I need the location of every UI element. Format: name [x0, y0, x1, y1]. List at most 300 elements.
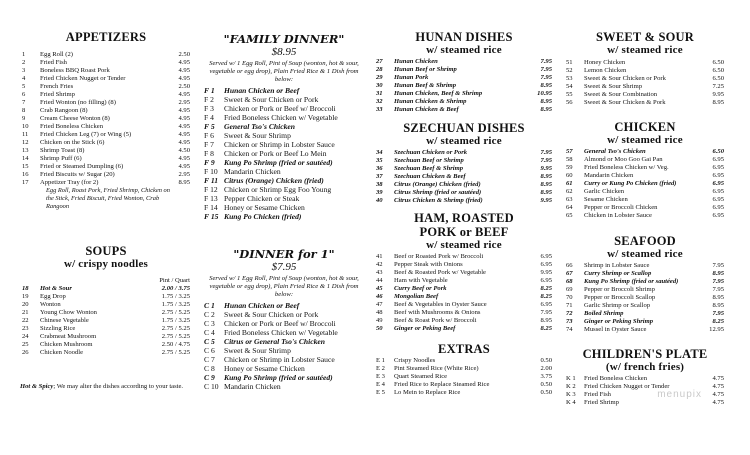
- szechuan-subtitle: w/ steamed rice: [426, 135, 502, 147]
- menu-item: [22, 75, 190, 83]
- item-price: 4.75: [712, 391, 724, 398]
- menu-item: [204, 167, 364, 176]
- item-number: 34: [376, 149, 383, 156]
- appetizers-title: APPETIZERS: [65, 30, 147, 44]
- extras-list: [376, 357, 552, 397]
- menu-item: [22, 107, 190, 115]
- ham-title-line1: HAM, ROASTED: [414, 211, 514, 225]
- item-number: 9: [22, 115, 26, 122]
- seafood-subtitle: w/ steamed rice: [607, 248, 683, 260]
- menu-item: [376, 165, 552, 173]
- menu-item: [204, 113, 364, 122]
- item-number: K 3: [566, 391, 576, 398]
- item-number: 63: [566, 196, 573, 203]
- menu-item: [566, 83, 724, 91]
- chicken-subtitle: w/ steamed rice: [607, 134, 683, 146]
- item-name: Quart Steamed Rice: [394, 373, 448, 380]
- item-name: Pint Steamed Rice (White Rice): [394, 365, 479, 372]
- item-number: 73: [566, 318, 573, 325]
- item-name: Beef with Mushrooms & Onions: [394, 309, 481, 316]
- item-number: 11: [22, 131, 29, 138]
- family-dinner-note: Served w/ 1 Egg Roll, Pint of Soup (wonton, hot & sour, vegetable or egg drop), Plain Fried Rice & 1 Dish from below:: [209, 60, 359, 83]
- sweet-sour-list: [566, 59, 724, 107]
- item-name: Hunan Beef & Shrimp: [394, 82, 457, 89]
- menu-item: [566, 75, 724, 83]
- menu-item: [204, 194, 364, 203]
- item-number: 15: [22, 163, 29, 170]
- item-price: 7.95: [540, 66, 552, 73]
- item-number: F 12: [204, 185, 218, 194]
- item-name: Sweet & Sour Chicken & Pork: [584, 99, 666, 106]
- item-price: 8.95: [712, 302, 724, 309]
- item-name: French Fries: [40, 83, 74, 90]
- item-price: 2.50: [178, 83, 190, 90]
- item-price: 8.95: [540, 189, 552, 196]
- item-number: 22: [22, 317, 29, 325]
- menu-item: [22, 325, 190, 333]
- item-number: F 3: [204, 104, 214, 113]
- item-name: Appetizer Tray (for 2): [40, 179, 99, 186]
- menu-item: [376, 381, 552, 389]
- item-name: Fried Fish: [40, 59, 67, 66]
- item-name: Chicken in Lobster Sauce: [584, 212, 652, 219]
- item-name: Pepper or Broccoli Chicken: [584, 204, 658, 211]
- menu-item: [204, 149, 364, 158]
- item-price: 4.95: [178, 67, 190, 74]
- item-name: Hunan Chicken & Beef: [394, 106, 459, 113]
- item-price: 7.95: [712, 278, 724, 285]
- item-price: 7.95: [712, 286, 724, 293]
- item-price: 9.95: [540, 165, 552, 172]
- item-number: 39: [376, 189, 383, 196]
- chicken-title: CHICKEN: [614, 120, 676, 134]
- item-number: 32: [376, 98, 383, 105]
- item-number: F 7: [204, 140, 214, 149]
- item-name: Kung Po Shrimp (fried or sautéed): [224, 158, 333, 167]
- item-number: F 2: [204, 95, 214, 104]
- item-name: Fried Boneless Chicken w/ Vegetable: [224, 113, 338, 122]
- menu-item: [22, 301, 190, 309]
- item-name: Boiled Shrimp: [584, 310, 624, 317]
- item-number: 65: [566, 212, 573, 219]
- menu-item: [376, 149, 552, 157]
- item-number: 13: [22, 147, 29, 154]
- item-number: C 6: [204, 346, 215, 355]
- item-price: 1.75 / 3.25: [161, 317, 190, 325]
- menu-item: [204, 176, 364, 185]
- menu-item: [204, 131, 364, 140]
- menu-item: [376, 74, 552, 82]
- menu-item: [566, 91, 724, 99]
- item-number: 6: [22, 91, 26, 98]
- soups-subtitle: w/ crispy noodles: [63, 258, 149, 271]
- item-name: Citrus Shrimp (fried or sautéed): [394, 189, 482, 196]
- szechuan-title: SZECHUAN DISHES: [403, 121, 525, 135]
- item-number: 69: [566, 286, 573, 293]
- item-price: 8.95: [540, 106, 552, 113]
- item-number: 61: [566, 180, 573, 187]
- ham-subtitle: w/ steamed rice: [426, 239, 502, 251]
- item-name: Szechuan Chicken & Beef: [394, 173, 466, 180]
- item-name: Boneless BBQ Roast Pork: [40, 67, 110, 74]
- item-price: 1.75 / 3.25: [161, 301, 190, 309]
- item-number: 29: [376, 74, 383, 81]
- item-number: 64: [566, 204, 573, 211]
- item-number: 51: [566, 59, 573, 66]
- item-number: 59: [566, 164, 573, 171]
- item-price: 6.50: [712, 59, 724, 66]
- item-number: F 9: [204, 158, 215, 167]
- menu-item: [566, 286, 724, 294]
- item-name: Lo Mein to Replace Rice: [394, 389, 461, 396]
- item-number: 60: [566, 172, 573, 179]
- item-number: 8: [22, 107, 26, 114]
- menu-item: [566, 326, 724, 334]
- item-name: Hunan Chicken or Beef: [224, 86, 300, 95]
- item-number: 72: [566, 310, 573, 317]
- item-number: 54: [566, 83, 573, 90]
- menu-item: [204, 212, 364, 221]
- menu-item: [566, 212, 724, 220]
- item-number: F 8: [204, 149, 214, 158]
- item-price: 1.75 / 3.25: [161, 293, 190, 301]
- item-name: Shrimp Toast (8): [40, 147, 85, 154]
- menu-item: [376, 157, 552, 165]
- item-name: Curry or Kung Po Chicken (fried): [584, 180, 677, 187]
- column-appetizers-soups: [22, 0, 190, 391]
- item-price: 2.00: [540, 365, 552, 372]
- item-number: 56: [566, 99, 573, 106]
- item-name: Chicken or Pork or Beef w/ Broccoli: [224, 104, 336, 113]
- hunan-title: HUNAN DISHES: [415, 30, 513, 44]
- menu-item: [204, 140, 364, 149]
- item-number: 44: [376, 277, 383, 284]
- item-price: 6.95: [540, 253, 552, 260]
- item-price: 6.50: [712, 148, 724, 155]
- menu-item: [22, 83, 190, 91]
- item-name: Fried Chicken Nugget or Tender: [584, 383, 670, 390]
- item-price: 9.95: [712, 91, 724, 98]
- menu-item: [566, 164, 724, 172]
- item-number: F 15: [204, 212, 219, 221]
- item-price: 6.50: [712, 67, 724, 74]
- item-price: 4.95: [178, 155, 190, 162]
- menu-item: [376, 66, 552, 74]
- menu-item: [22, 309, 190, 317]
- menu-item: [22, 163, 190, 171]
- item-price: 6.95: [712, 204, 724, 211]
- menu-item: [566, 204, 724, 212]
- item-number: F 14: [204, 203, 218, 212]
- item-price: 8.95: [712, 270, 724, 277]
- item-number: K 4: [566, 399, 576, 406]
- item-price: 2.75 / 5.25: [161, 325, 190, 333]
- sweet-sour-subtitle: w/ steamed rice: [607, 44, 683, 56]
- menu-item: [204, 122, 364, 131]
- item-price: 9.95: [540, 269, 552, 276]
- item-name: Honey or Sesame Chicken: [224, 203, 305, 212]
- menu-item: [204, 337, 364, 346]
- menu-item: [204, 301, 364, 310]
- item-number: 4: [22, 75, 26, 82]
- item-number: E 1: [376, 357, 385, 364]
- appetizers-list: [22, 51, 190, 187]
- menu-item: [376, 189, 552, 197]
- item-number: F 11: [204, 176, 219, 185]
- item-price: 7.95: [540, 149, 552, 156]
- column-sweet-sour-chicken: [566, 0, 724, 407]
- item-price: 7.95: [540, 58, 552, 65]
- item-price: 8.95: [540, 173, 552, 180]
- menu-item: [22, 179, 190, 187]
- dinner-for-1-price: $7.95: [271, 261, 297, 273]
- item-number: 14: [22, 155, 29, 162]
- item-price: 2.50: [178, 51, 190, 58]
- item-name: Fried Wonton (no filling) (8): [40, 99, 116, 106]
- item-number: 28: [376, 66, 383, 73]
- item-number: C 3: [204, 319, 215, 328]
- menu-item: [566, 156, 724, 164]
- menu-item: [376, 181, 552, 189]
- item-price: 8.95: [712, 99, 724, 106]
- item-price: 8.25: [540, 293, 552, 300]
- item-name: Honey Chicken: [584, 59, 626, 66]
- menu-item: [22, 285, 190, 293]
- item-price: 6.95: [540, 277, 552, 284]
- item-number: 43: [376, 269, 383, 276]
- item-number: 58: [566, 156, 573, 163]
- menu-item: [376, 357, 552, 365]
- item-number: K 1: [566, 375, 576, 382]
- children-subtitle: (w/ french fries): [605, 361, 685, 373]
- item-name: Chicken or Shrimp Egg Foo Young: [224, 185, 332, 194]
- item-price: 4.75: [712, 383, 724, 390]
- menu-item: [204, 346, 364, 355]
- item-number: 26: [22, 349, 29, 357]
- item-price: 7.95: [712, 262, 724, 269]
- item-number: 45: [376, 285, 383, 292]
- menu-item: [22, 155, 190, 163]
- item-name: Curry Beef or Pork: [394, 285, 447, 292]
- item-name: Pepper Steak with Onions: [394, 261, 463, 268]
- item-number: C 9: [204, 373, 215, 382]
- item-name: Ginger or Peking Beef: [394, 325, 456, 332]
- item-name: Fried or Steamed Dumpling (6): [40, 163, 124, 170]
- chicken-list: [566, 148, 724, 220]
- item-name: Chicken or Pork or Beef w/ Broccoli: [224, 319, 336, 328]
- soups-size-header: Pint / Quart: [159, 277, 190, 285]
- item-number: 38: [376, 181, 383, 188]
- soups-list: [22, 285, 190, 357]
- menu-item: [204, 382, 364, 391]
- item-price: 10.95: [537, 90, 552, 97]
- menu-item: [22, 317, 190, 325]
- item-number: F 1: [204, 86, 215, 95]
- menu-item: [376, 58, 552, 66]
- item-number: 46: [376, 293, 383, 300]
- menu-item: [376, 293, 552, 301]
- menu-item: [204, 104, 364, 113]
- item-number: 37: [376, 173, 383, 180]
- item-number: 71: [566, 302, 573, 309]
- menu-item: [204, 158, 364, 167]
- item-name: Sweet & Sour Combination: [584, 91, 658, 98]
- item-name: Pepper or Broccoli Scallop: [584, 294, 656, 301]
- item-name: Fried Boneless Chicken: [40, 123, 103, 130]
- item-number: 40: [376, 197, 383, 204]
- menu-item: [566, 294, 724, 302]
- item-number: 53: [566, 75, 573, 82]
- menu-item: [376, 325, 552, 333]
- item-name: Citrus (Orange) Chicken (fried): [394, 181, 481, 188]
- item-name: Lemon Chicken: [584, 67, 627, 74]
- item-price: 8.25: [540, 325, 552, 332]
- item-name: Sweet & Sour Shrimp: [224, 131, 291, 140]
- menu-item: [566, 188, 724, 196]
- item-number: F 10: [204, 167, 218, 176]
- item-number: 2: [22, 59, 26, 66]
- menu-item: [376, 98, 552, 106]
- appetizer-tray-note: Egg Roll, Roast Pork, Fried Shrimp, Chicken on the Stick, Fried Biscuit, Fried Wonton, Crab Rangoon: [46, 187, 170, 210]
- item-number: 31: [376, 90, 383, 97]
- item-price: 4.95: [178, 75, 190, 82]
- item-name: Sizzling Rice: [40, 325, 76, 333]
- menu-item: [204, 185, 364, 194]
- item-price: 6.95: [712, 196, 724, 203]
- menupix-watermark: menupix: [657, 389, 702, 400]
- item-price: 0.50: [540, 357, 552, 364]
- menu-item: [566, 59, 724, 67]
- item-number: 36: [376, 165, 383, 172]
- menu-item: [566, 196, 724, 204]
- menu-item: [204, 364, 364, 373]
- item-number: 7: [22, 99, 26, 106]
- item-name: Beef or Roasted Pork w/ Broccoli: [394, 253, 484, 260]
- item-name: Sweet & Sour Shrimp: [584, 83, 643, 90]
- item-number: C 10: [204, 382, 219, 391]
- item-price: 4.95: [178, 91, 190, 98]
- item-price: 6.95: [712, 164, 724, 171]
- item-name: Ginger or Peking Shrimp: [584, 318, 654, 325]
- item-price: 4.95: [178, 59, 190, 66]
- item-name: Fried Shrimp: [40, 91, 75, 98]
- item-number: E 5: [376, 389, 385, 396]
- item-number: 3: [22, 67, 26, 74]
- item-price: 6.95: [712, 188, 724, 195]
- item-price: 2.75 / 5.25: [161, 349, 190, 357]
- item-number: K 2: [566, 383, 576, 390]
- item-name: Mandarin Chicken: [224, 167, 281, 176]
- menu-item: [22, 131, 190, 139]
- item-price: 8.95: [178, 179, 190, 186]
- menu-item: [376, 261, 552, 269]
- item-name: General Tso's Chicken: [584, 148, 646, 155]
- item-name: Wonton: [40, 301, 61, 309]
- item-name: Mongolian Beef: [394, 293, 439, 300]
- item-name: Crispy Noodles: [394, 357, 436, 364]
- item-number: 49: [376, 317, 383, 324]
- item-name: Egg Drop: [40, 293, 66, 301]
- item-price: 4.95: [178, 123, 190, 130]
- item-name: Sweet & Sour Chicken or Pork: [224, 310, 319, 319]
- item-number: 30: [376, 82, 383, 89]
- item-price: 4.75: [712, 375, 724, 382]
- menu-item: [22, 341, 190, 349]
- item-name: Kung Po Shrimp (fried or sautéed): [584, 278, 679, 285]
- menu-item: [376, 253, 552, 261]
- item-name: Cream Cheese Wonton (8): [40, 115, 110, 122]
- menu-item: [376, 197, 552, 205]
- item-price: 6.95: [540, 301, 552, 308]
- item-number: 52: [566, 67, 573, 74]
- item-name: Citrus Chicken & Shrimp (fried): [394, 197, 483, 204]
- item-number: F 13: [204, 194, 218, 203]
- menu-item: [566, 172, 724, 180]
- item-name: Honey or Sesame Chicken: [224, 364, 305, 373]
- menu-item: [376, 82, 552, 90]
- item-name: Chicken on the Stick (6): [40, 139, 105, 146]
- menu-item: [566, 67, 724, 75]
- item-price: 6.95: [712, 172, 724, 179]
- menu-item: [376, 373, 552, 381]
- menu-item: [376, 173, 552, 181]
- menu-item: [566, 375, 724, 383]
- menu-item: [376, 269, 552, 277]
- item-price: 8.95: [540, 317, 552, 324]
- item-number: C 8: [204, 364, 215, 373]
- dinner-for-1-list: [204, 301, 364, 391]
- item-number: 25: [22, 341, 29, 349]
- szechuan-list: [376, 149, 552, 205]
- item-number: 27: [376, 58, 383, 65]
- menu-item: [566, 278, 724, 286]
- item-number: 74: [566, 326, 573, 333]
- menu-item: [204, 355, 364, 364]
- item-name: Hunan Chicken: [394, 58, 438, 65]
- item-name: Beef & Roasted Pork w/ Vegetable: [394, 269, 486, 276]
- item-name: Chicken or Pork or Beef Lo Mein: [224, 149, 327, 158]
- item-price: 2.00 / 3.75: [161, 285, 190, 293]
- footnote-rest: ; We may alter the dishes according to your taste.: [53, 383, 184, 391]
- item-name: Fried Boneless Chicken: [584, 375, 647, 382]
- item-name: Garlic Chicken: [584, 188, 625, 195]
- item-price: 4.95: [178, 163, 190, 170]
- item-name: Fried Fish: [584, 391, 611, 398]
- children-title: CHILDREN'S PLATE: [582, 347, 708, 361]
- item-price: 3.75: [540, 373, 552, 380]
- item-name: Mandarin Chicken: [584, 172, 634, 179]
- item-name: Sweet & Sour Shrimp: [224, 346, 291, 355]
- item-name: Chicken Mushroom: [40, 341, 93, 349]
- item-name: Fried Rice to Replace Steamed Rice: [394, 381, 490, 388]
- soups-title: SOUPS: [85, 244, 127, 259]
- item-number: C 1: [204, 301, 215, 310]
- item-number: 62: [566, 188, 573, 195]
- item-number: 20: [22, 301, 29, 309]
- item-number: 23: [22, 325, 29, 333]
- item-name: Hunan Beef or Shrimp: [394, 66, 457, 73]
- item-name: Curry Shrimp or Scallop: [584, 270, 652, 277]
- item-name: Pepper or Broccoli Shrimp: [584, 286, 655, 293]
- menu-item: [204, 310, 364, 319]
- menu-item: [376, 389, 552, 397]
- item-number: 5: [22, 83, 26, 90]
- item-price: 8.95: [712, 294, 724, 301]
- menu-item: [566, 262, 724, 270]
- menu-item: [22, 91, 190, 99]
- hunan-list: [376, 58, 552, 114]
- item-name: Pepper Chicken or Steak: [224, 194, 300, 203]
